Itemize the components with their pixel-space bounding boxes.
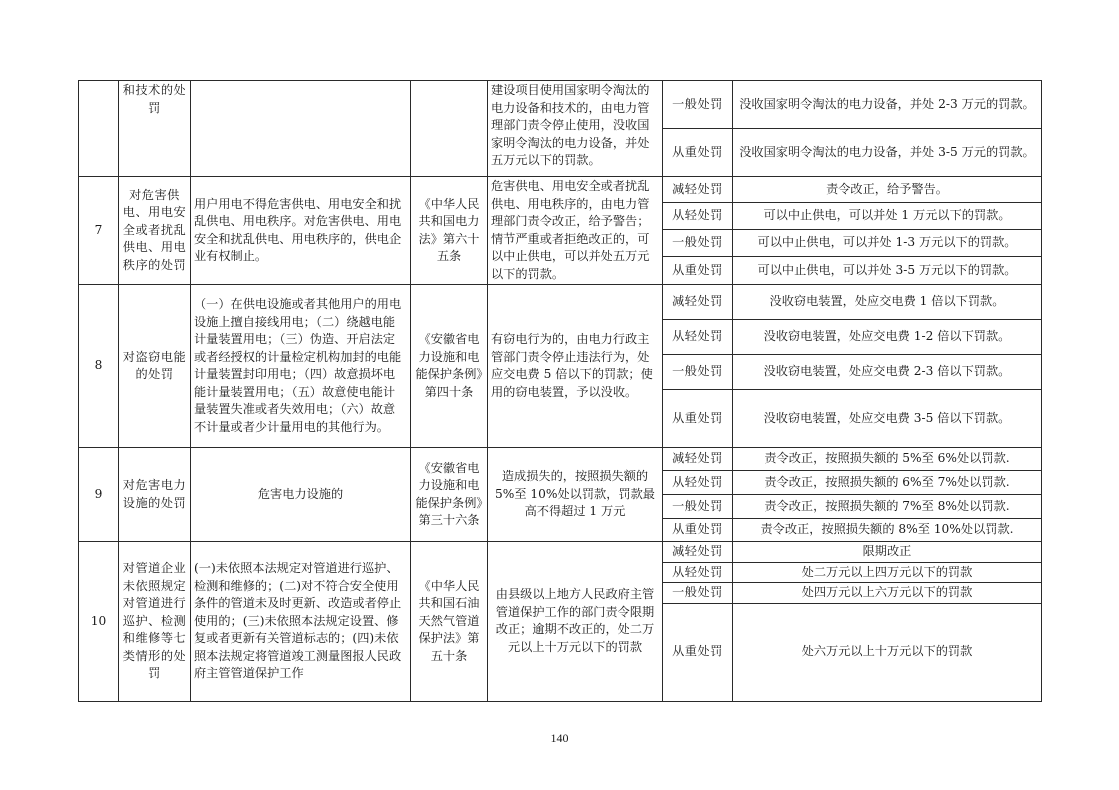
penalty-level: 从轻处罚: [663, 562, 733, 583]
penalty-provision: 由县级以上地方人民政府主管管道保护工作的部门责令限期改正；逾期不改正的，处二万元以上十万元以下的罚款: [488, 542, 663, 702]
penalty-table: [78, 80, 1042, 702]
table-row: [79, 81, 1042, 129]
penalty-standard: 没收国家明令淘汰的电力设备，并处 2-3 万元的罚款。: [733, 81, 1042, 129]
penalty-standard: 限期改正: [733, 542, 1042, 563]
penalty-standard: 处二万元以上四万元以下的罚款: [733, 562, 1042, 583]
penalty-standard: 责令改正，按照损失额的 8%至 10%处以罚款.: [733, 519, 1042, 542]
violation-name: 和技术的处罚: [119, 81, 191, 177]
penalty-standard: 没收国家明令淘汰的电力设备，并处 3-5 万元的罚款。: [733, 129, 1042, 177]
penalty-level: 从轻处罚: [663, 203, 733, 230]
legal-basis: 《中华人民共和国电力法》第六十五条: [411, 177, 488, 285]
row-number: 9: [79, 448, 119, 542]
penalty-standard: 责令改正，给予警告。: [733, 177, 1042, 203]
row-number: [79, 81, 119, 177]
row-number: 7: [79, 177, 119, 285]
violation-name: 对盗窃电能的处罚: [119, 285, 191, 448]
penalty-level: 减轻处罚: [663, 448, 733, 471]
violation-name: 对危害供电、用电安全或者扰乱供电、用电秩序的处罚: [119, 177, 191, 285]
penalty-level: 一般处罚: [663, 81, 733, 129]
penalty-standard: 责令改正，按照损失额的 5%至 6%处以罚款.: [733, 448, 1042, 471]
penalty-standard: 没收窃电装置，处应交电费 1-2 倍以下罚款。: [733, 320, 1042, 355]
penalty-level: 从重处罚: [663, 519, 733, 542]
violation-condition: [191, 81, 411, 177]
legal-basis: 《中华人民共和国石油天然气管道保护法》第五十条: [411, 542, 488, 702]
row-number: 8: [79, 285, 119, 448]
legal-basis: [411, 81, 488, 177]
penalty-standard: 责令改正，按照损失额的 7%至 8%处以罚款.: [733, 495, 1042, 519]
penalty-level: 一般处罚: [663, 230, 733, 257]
penalty-standard: 可以中止供电，可以并处 3-5 万元以下的罚款。: [733, 257, 1042, 285]
penalty-standard: 没收窃电装置，处应交电费 3-5 倍以下罚款。: [733, 390, 1042, 448]
penalty-provision: 建设项目使用国家明令淘汰的电力设备和技术的，由电力管理部门责令停止使用，没收国家明令淘汰的电力设备，并处五万元以下的罚款。: [488, 81, 663, 177]
legal-basis: 《安徽省电力设施和电能保护条例》第四十条: [411, 285, 488, 448]
penalty-provision: 危害供电、用电安全或者扰乱供电、用电秩序的，由电力管理部门责令改正，给予警告；情节严重或者拒绝改正的，可以中止供电，可以并处五万元以下的罚款。: [488, 177, 663, 285]
penalty-level: 从重处罚: [663, 257, 733, 285]
penalty-level: 减轻处罚: [663, 542, 733, 563]
penalty-standard: 可以中止供电，可以并处 1 万元以下的罚款。: [733, 203, 1042, 230]
violation-condition: (一)未依照本法规定对管道进行巡护、检测和维修的；(二)对不符合安全使用条件的管道未及时更新、改造或者停止使用的；(三)未依照本法规定设置、修复或者更新有关管道标志的；(四)未依照本法规定将管道竣工测量图报人民政府主管管道保护工作: [191, 542, 411, 702]
violation-condition: 危害电力设施的: [191, 448, 411, 542]
penalty-provision: 造成损失的，按照损失额的 5%至 10%处以罚款，罚款最高不得超过 1 万元: [488, 448, 663, 542]
penalty-standard: 可以中止供电，可以并处 1-3 万元以下的罚款。: [733, 230, 1042, 257]
table-row: [79, 285, 1042, 320]
violation-name: 对管道企业未依照规定对管道进行巡护、检测和维修等七类情形的处罚: [119, 542, 191, 702]
penalty-standard: 处四万元以上六万元以下的罚款: [733, 583, 1042, 604]
legal-basis: 《安徽省电力设施和电能保护条例》第三十六条: [411, 448, 488, 542]
violation-condition: 用户用电不得危害供电、用电安全和扰乱供电、用电秩序。对危害供电、用电安全和扰乱供电、用电秩序的，供电企业有权制止。: [191, 177, 411, 285]
page-number: 140: [550, 731, 569, 745]
penalty-standard: 没收窃电装置，处应交电费 1 倍以下罚款。: [733, 285, 1042, 320]
penalty-level: 一般处罚: [663, 495, 733, 519]
table-row: [79, 177, 1042, 203]
penalty-level: 一般处罚: [663, 355, 733, 390]
violation-name: 对危害电力设施的处罚: [119, 448, 191, 542]
penalty-level: 从重处罚: [663, 603, 733, 701]
penalty-provision: 有窃电行为的，由电力行政主管部门责令停止违法行为，处应交电费 5 倍以下的罚款；使用的窃电装置，予以没收。: [488, 285, 663, 448]
table-row: [79, 542, 1042, 563]
penalty-level: 减轻处罚: [663, 177, 733, 203]
row-number: 10: [79, 542, 119, 702]
penalty-standard: 处六万元以上十万元以下的罚款: [733, 603, 1042, 701]
penalty-level: 一般处罚: [663, 583, 733, 604]
penalty-level: 从重处罚: [663, 390, 733, 448]
penalty-level: 减轻处罚: [663, 285, 733, 320]
penalty-standard: 没收窃电装置，处应交电费 2-3 倍以下罚款。: [733, 355, 1042, 390]
penalty-standard: 责令改正，按照损失额的 6%至 7%处以罚款.: [733, 471, 1042, 495]
violation-condition: （一）在供电设施或者其他用户的用电设施上擅自接线用电；（二）绕越电能计量装置用电；（三）伪造、开启法定或者经授权的计量检定机构加封的电能计量装置封印用电；（四）故意损坏电能计量装置用电；（五）故意使电能计量装置失准或者失效用电；（六）故意不计量或者少计量用电的其他行为。: [191, 285, 411, 448]
table-row: [79, 448, 1042, 471]
penalty-level: 从轻处罚: [663, 471, 733, 495]
penalty-level: 从轻处罚: [663, 320, 733, 355]
penalty-level: 从重处罚: [663, 129, 733, 177]
